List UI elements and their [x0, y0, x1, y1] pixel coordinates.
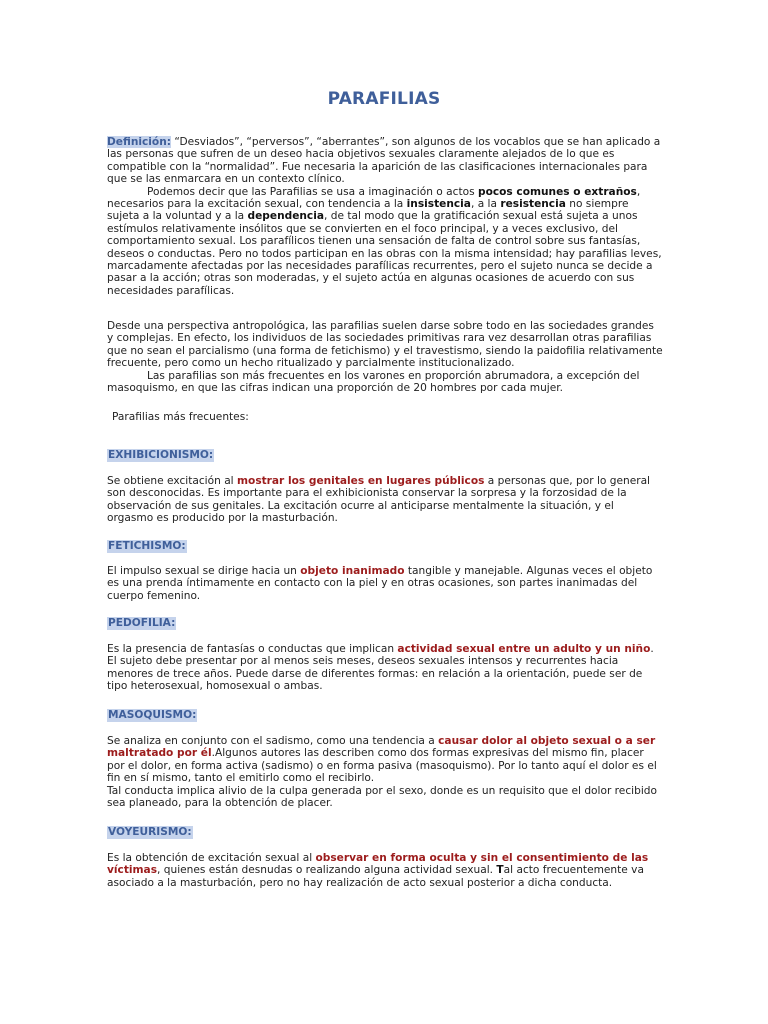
definition-label: Definición: [107, 136, 171, 148]
anthropology-section [107, 320, 663, 394]
anthropology-paragraph-1: Desde una perspectiva antropológica, las parafilias suelen darse sobre todo en las sociedades grandes y complejas. En efecto, los individuos de las sociedades primitivas rara vez desarrollan otras parafilias que no sean el parcialismo (una forma de fetichismo) y el travestismo, siendo la paidofilia relativamente frecuente, pero como un hecho ritualizado y parcialmente institucionalizado. [107, 320, 663, 370]
masoquismo-paragraph-1 [107, 735, 663, 785]
section-heading-pedofilia: PEDOFILIA: [108, 617, 176, 629]
intro-paragraph-2 [107, 186, 663, 298]
bold-term: pocos comunes o extraños [478, 185, 637, 198]
anthropology-paragraph-2: Las parafilias son más frecuentes en los varones en proporción abrumadora, a excepción del masoquismo, en que las cifras indican una proporción de 20 hombres por cada mujer. [107, 369, 640, 395]
text-run: Es la presencia de fantasías o conductas que implican [107, 643, 398, 655]
section-body-pedofilia [107, 643, 663, 693]
pedofilia-paragraph [107, 643, 663, 693]
document-title: PARAFILIAS [327, 89, 441, 109]
text-run: , quienes están desnudas o realizando alguna actividad sexual. [157, 864, 497, 877]
section-body-voyeurismo [107, 852, 663, 889]
text-run: Podemos decir que las Parafilias se usa a imaginación o actos [147, 185, 478, 198]
exhibicionismo-paragraph [107, 475, 663, 525]
section-heading-masoquismo: MASOQUISMO: [108, 709, 197, 721]
voyeurismo-paragraph [107, 852, 663, 889]
section-body-masoquismo [107, 735, 663, 809]
masoquismo-paragraph-2: Tal conducta implica alivio de la culpa generada por el sexo, donde es un requisito que el dolor recibido sea planeado, para la obtención de placer. [107, 784, 657, 810]
bold-term: insistencia [406, 198, 471, 211]
definition-text: “Desviados”, “perversos”, “aberrantes”, son algunos de los vocablos que se han aplicado a las personas que sufren de un deseo hacia objetivos sexuales claramente alejados de lo que es compatible con la “normalidad”. Fue necesaria la aparición de las clasificaciones internacionales para que se las enmarcara en un contexto clínico. [107, 136, 661, 186]
highlight-phrase: actividad sexual entre un adulto y un niño [397, 643, 651, 655]
text-run: a personas que, por lo general son desconocidas. Es importante para el exhibicionista conservar la sorpresa y la forzosidad de la observación de sus genitales. La excitación ocurre al anticiparse mentalmente la situación, y el orgasmo es producido por la masturbación. [107, 475, 651, 525]
text-run: El impulso sexual se dirige hacia un [107, 565, 301, 577]
text-run: , necesarios para la excitación sexual, con tendencia a la [107, 185, 641, 211]
definition-paragraph [107, 136, 663, 186]
text-run: , de tal modo que la gratificación sexual está sujeta a unos estímulos relativamente insólitos que se convierten en el foco principal, y a veces exclusivo, del comportamiento sexual. Los parafílicos tienen una sensación de falta de control sobre sus fantasías, deseos o conductas. Pero no todos participan en las obras con la misma intensidad; hay parafilias leves, marcadamente afectadas por las necesidades parafílicas recurrentes, pero el sujeto nunca se decide a pasar a la acción; otras son moderadas, y el sujeto actúa en algunas ocasiones de acuerdo con sus necesidades parafílicas. [107, 210, 662, 297]
highlight-phrase: mostrar los genitales en lugares públicos [237, 475, 485, 487]
text-run: Se obtiene excitación al [107, 475, 237, 487]
text-run: tangible y manejable. Algunas veces el objeto es una prenda íntimamente en contacto con la piel y en otras ocasiones, son partes inanimadas del cuerpo femenino. [107, 565, 653, 602]
bold-term: resistencia [500, 198, 566, 211]
section-heading-exhibicionismo: EXHIBICIONISMO: [108, 449, 214, 461]
section-heading-voyeurismo: VOYEURISMO: [108, 826, 192, 838]
text-run: no siempre sujeta a la voluntad y a la [107, 198, 629, 223]
highlight-phrase: observar en forma oculta y sin el consentimiento de las víctimas [107, 852, 649, 877]
section-body-fetichismo [107, 565, 663, 602]
intro-section [107, 136, 663, 297]
text-run: , a la [470, 198, 501, 211]
fetichismo-paragraph [107, 565, 663, 602]
bold-letter: T [496, 864, 504, 877]
text-run: . El sujeto debe presentar por al menos seis meses, deseos sexuales intensos y recurrentes hacia menores de trece años. Puede darse de diferentes formas: en relación a la orientación, puede ser de tipo heterosexual, homosexual o ambas. [107, 643, 654, 693]
bold-term: dependencia [247, 210, 324, 223]
section-body-exhibicionismo [107, 475, 663, 525]
text-run: Se analiza en conjunto con el sadismo, como una tendencia a [107, 735, 439, 747]
frequent-paraphilias-label: Parafilias más frecuentes: [112, 411, 249, 423]
section-heading-fetichismo: FETICHISMO: [108, 540, 186, 552]
text-run: .Algunos autores las describen como dos formas expresivas del mismo fin, placer por el dolor, en forma activa (sadismo) o en forma pasiva (masoquismo). Por lo tanto aquí el dolor es el fin en sí mismo, tanto el emitirlo como el recibirlo. [107, 747, 657, 785]
highlight-phrase: causar dolor al objeto sexual o a ser maltratado por él [107, 735, 656, 760]
highlight-phrase: objeto inanimado [300, 565, 405, 577]
text-run: Es la obtención de excitación sexual al [107, 852, 316, 864]
text-run: al acto frecuentemente va asociado a la masturbación, pero no hay realización de acto sexual posterior a dicha conducta. [107, 864, 644, 889]
